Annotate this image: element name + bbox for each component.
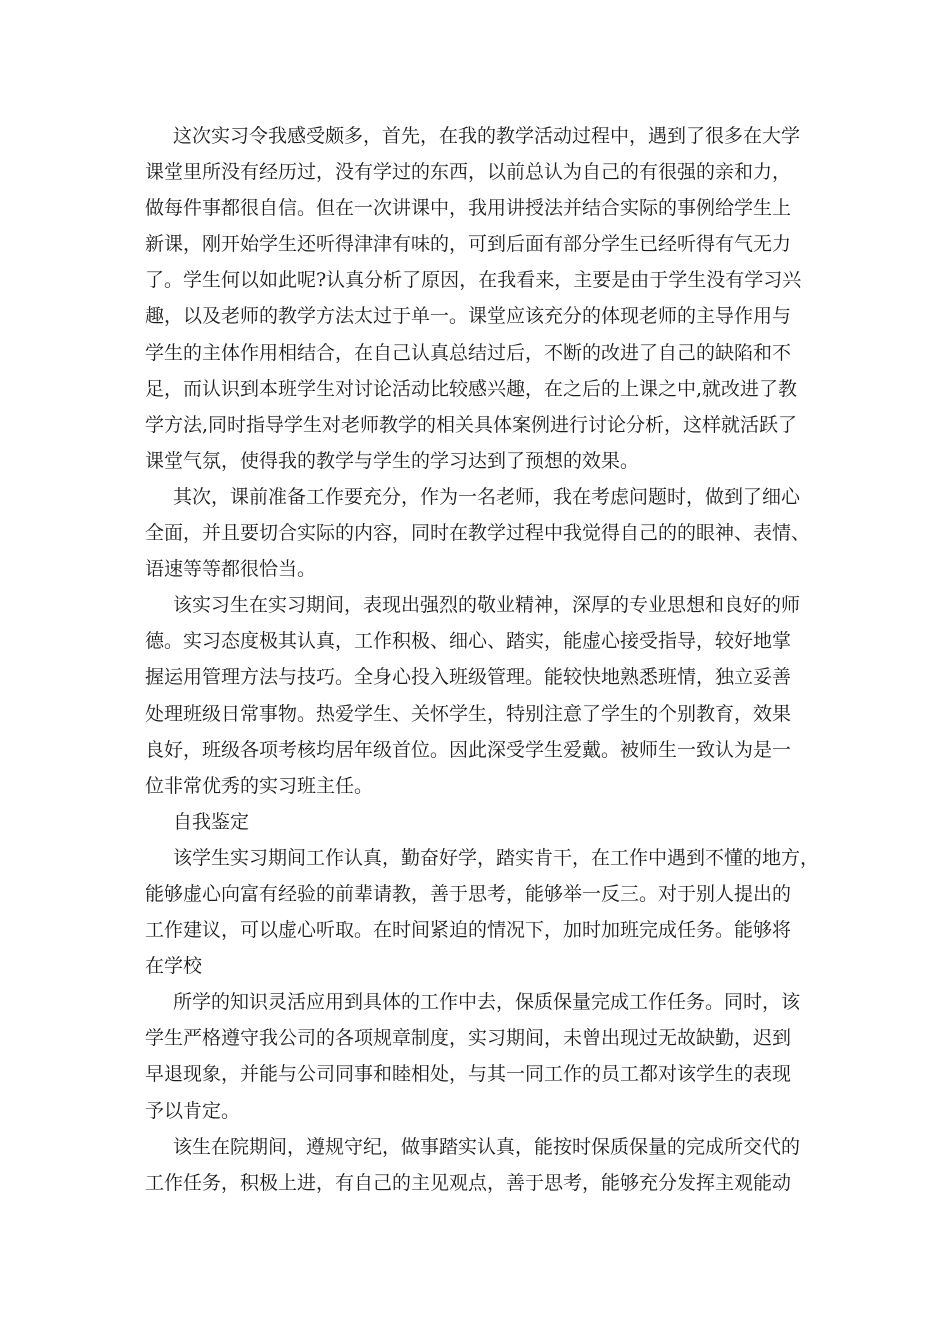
text-line: 予以肯定。 bbox=[145, 1099, 241, 1122]
text-line: 在学校 bbox=[145, 955, 203, 978]
text-line: 课堂气氛，使得我的教学与学生的学习达到了预想的效果。 bbox=[145, 449, 640, 472]
text-line: 学方法,同时指导学生对老师教学的相关具体案例进行讨论分析，这样就活跃了 bbox=[145, 413, 798, 436]
text-line: 自我鉴定 bbox=[173, 810, 250, 833]
text-line: 语速等等都很恰当。 bbox=[145, 558, 317, 581]
text-line: 全面，并且要切合实际的内容，同时在教学过程中我觉得自己的的眼神、表情、 bbox=[145, 522, 811, 545]
text-line: 能够虚心向富有经验的前辈请教，善于思考，能够举一反三。对于别人提出的 bbox=[145, 882, 792, 905]
text-line: 了。学生何以如此呢?认真分析了原因，在我看来，主要是由于学生没有学习兴 bbox=[145, 269, 802, 292]
text-line: 工作建议，可以虚心听取。在时间紧迫的情况下，加时加班完成任务。能够将 bbox=[145, 919, 792, 942]
text-line: 新课，刚开始学生还听得津津有味的，可到后面有部分学生已经听得有气无力 bbox=[145, 233, 792, 256]
text-line: 早退现象，并能与公司同事和睦相处，与其一同工作的员工都对该学生的表现 bbox=[145, 1063, 792, 1086]
text-line: 学生的主体作用相结合，在自己认真总结过后，不断的改进了自己的缺陷和不 bbox=[145, 341, 792, 364]
text-line: 该实习生在实习期间，表现出强烈的敬业精神，深厚的专业思想和良好的师 bbox=[173, 594, 801, 617]
text-line: 这次实习令我感受颇多，首先，在我的教学活动过程中，遇到了很多在大学 bbox=[173, 125, 801, 147]
text-line: 良好，班级各项考核均居年级首位。因此深受学生爱戴。被师生一致认为是一 bbox=[145, 738, 792, 761]
text-line: 足，而认识到本班学生对讨论活动比较感兴趣，在之后的上课之中,就改进了教 bbox=[145, 377, 798, 400]
text-line: 德。实习态度极其认真，工作积极、细心、踏实，能虚心接受指导，较好地掌 bbox=[145, 630, 792, 653]
text-line: 握运用管理方法与技巧。全身心投入班级管理。能较快地熟悉班情，独立妥善 bbox=[145, 666, 792, 689]
document-body bbox=[145, 118, 825, 1201]
text-line: 所学的知识灵活应用到具体的工作中去，保质保量完成工作任务。同时，该 bbox=[173, 991, 801, 1014]
text-line: 位非常优秀的实习班主任。 bbox=[145, 774, 374, 797]
text-line: 趣，以及老师的教学方法太过于单一。课堂应该充分的体现老师的主导作用与 bbox=[145, 305, 792, 328]
text-line: 处理班级日常事物。热爱学生、关怀学生，特别注意了学生的个别教育，效果 bbox=[145, 702, 792, 725]
text-line: 工作任务，积极上进，有自己的主见观点，善于思考，能够充分发挥主观能动 bbox=[145, 1171, 792, 1194]
text-line: 该学生实习期间工作认真，勤奋好学，踏实肯干，在工作中遇到不懂的地方， bbox=[173, 846, 820, 869]
text-line: 学生严格遵守我公司的各项规章制度，实习期间，未曾出现过无故缺勤，迟到 bbox=[145, 1027, 792, 1050]
text-line: 做每件事都很自信。但在一次讲课中，我用讲授法并结合实际的事例给学生上 bbox=[145, 197, 792, 220]
text-line: 课堂里所没有经历过，没有学过的东西，以前总认为自己的有很强的亲和力， bbox=[145, 161, 792, 184]
text-line: 该生在院期间，遵规守纪，做事踏实认真，能按时保质保量的完成所交代的 bbox=[173, 1135, 801, 1158]
text-line: 其次，课前准备工作要充分，作为一名老师，我在考虑问题时，做到了细心 bbox=[173, 485, 801, 508]
